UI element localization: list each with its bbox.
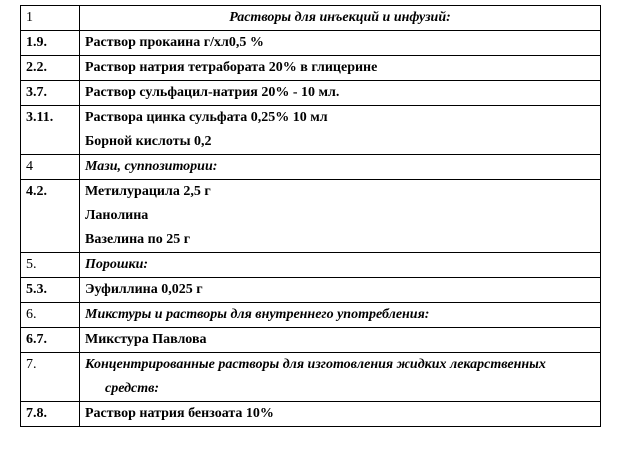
section-title: Концентрированные растворы для изготовления жидких лекарственных средств: xyxy=(80,353,601,402)
item-text: Эуфиллина 0,025 г xyxy=(80,278,601,303)
row-number: 3.11. xyxy=(21,106,80,155)
table-row xyxy=(21,402,601,427)
item-text: Раствор сульфацил-натрия 20% - 10 мл. xyxy=(80,81,601,106)
row-number: 7.8. xyxy=(21,402,80,427)
table-row xyxy=(21,353,601,402)
item-text: Раствора цинка сульфата 0,25% 10 мл Борной кислоты 0,2 xyxy=(80,106,601,155)
table-row xyxy=(21,278,601,303)
table-row xyxy=(21,56,601,81)
table-row xyxy=(21,6,601,31)
row-number: 1.9. xyxy=(21,31,80,56)
section-title: Порошки: xyxy=(80,253,601,278)
table-row xyxy=(21,106,601,155)
item-text: Метилурацила 2,5 г Ланолина Вазелина по 25 г xyxy=(80,180,601,253)
row-number: 2.2. xyxy=(21,56,80,81)
row-number: 7. xyxy=(21,353,80,402)
row-number: 4 xyxy=(21,155,80,180)
item-text: Раствор натрия тетрабората 20% в глицерине xyxy=(80,56,601,81)
table-row xyxy=(21,81,601,106)
table-row xyxy=(21,328,601,353)
row-number: 1 xyxy=(21,6,80,31)
table-row xyxy=(21,303,601,328)
table-row xyxy=(21,253,601,278)
row-number: 3.7. xyxy=(21,81,80,106)
item-text: Микстура Павлова xyxy=(80,328,601,353)
item-text: Раствор натрия бензоата 10% xyxy=(80,402,601,427)
prescription-table xyxy=(20,5,601,427)
table-row xyxy=(21,155,601,180)
section-title: Микстуры и растворы для внутреннего употребления: xyxy=(80,303,601,328)
section-title: Мази, суппозитории: xyxy=(80,155,601,180)
table-row xyxy=(21,31,601,56)
row-number: 4.2. xyxy=(21,180,80,253)
row-number: 6. xyxy=(21,303,80,328)
row-number: 6.7. xyxy=(21,328,80,353)
table-row xyxy=(21,180,601,253)
row-number: 5.3. xyxy=(21,278,80,303)
section-title: Растворы для инъекций и инфузий: xyxy=(80,6,601,31)
row-number: 5. xyxy=(21,253,80,278)
item-text: Раствор прокаина г/хл0,5 % xyxy=(80,31,601,56)
